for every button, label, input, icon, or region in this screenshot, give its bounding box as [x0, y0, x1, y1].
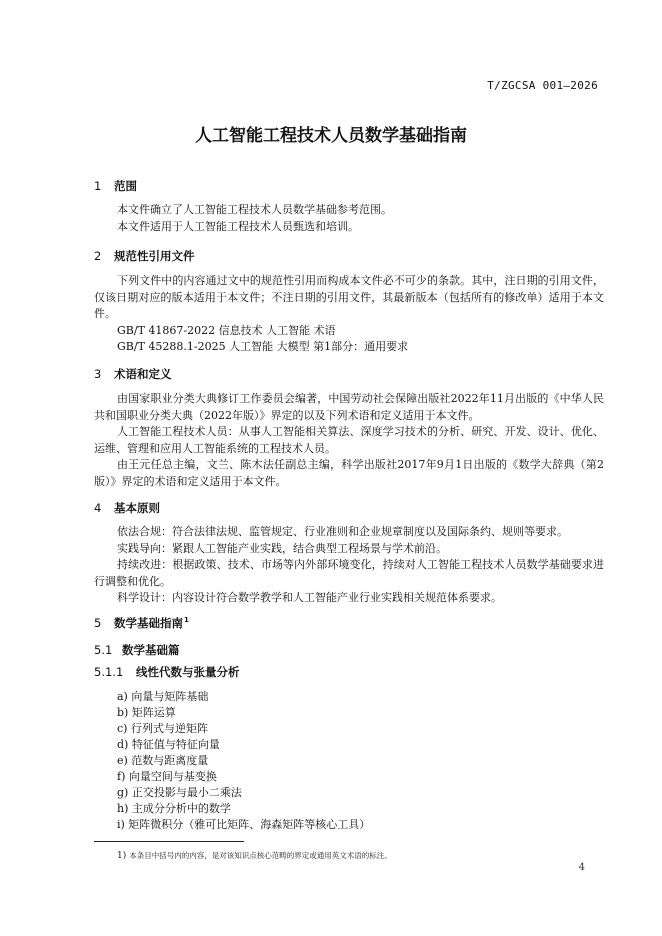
- footnote-separator: [94, 841, 244, 842]
- list-item: c) 行列式与逆矩阵: [117, 722, 208, 735]
- list-item: h) 主成分分析中的数学: [117, 802, 231, 815]
- section-title: 术语和定义: [114, 367, 172, 381]
- section-4-heading: [94, 500, 160, 516]
- section-4-body: [94, 524, 604, 607]
- paragraph: 由王元任总主编，文兰、陈木法任副总主编，科学出版社2017年9月1日出版的《数学大辞典（第2版）》界定的术语和定义适用于本文件。: [94, 458, 604, 488]
- section-1-body: [94, 202, 604, 235]
- paragraph: 本文件确立了人工智能工程技术人员数学基础参考范围。: [117, 203, 392, 216]
- section-5-1-heading: [94, 642, 180, 658]
- footnote: [117, 850, 392, 861]
- paragraph: 持续改进：根据政策、技术、市场等内外部环境变化，持续对人工智能工程技术人员数学基础要求进行调整和优化。: [94, 558, 604, 588]
- section-5-1-1-heading: [94, 664, 240, 680]
- list-item: g) 正交投影与最小二乘法: [117, 786, 242, 799]
- footnote-text: 本条目中括号内的内容，是对该知识点核心范畴的界定或通用英文术语的标注。: [129, 851, 392, 860]
- section-title: 范围: [114, 179, 137, 193]
- paragraph: 科学设计：内容设计符合数学教学和人工智能产业行业实践相关规范体系要求。: [117, 591, 502, 604]
- section-title: 线性代数与张量分析: [136, 665, 240, 679]
- section-number: 5: [94, 616, 102, 630]
- page-number: 4: [578, 862, 585, 873]
- paragraph: 人工智能工程技术人员：从事人工智能相关算法、深度学习技术的分析、研究、开发、设计、优化、运维、管理和应用人工智能系统的工程技术人员。: [94, 425, 604, 455]
- section-number: 5.1.1: [94, 665, 124, 679]
- section-5-heading: [94, 615, 189, 631]
- paragraph: 依法合规：符合法律法规、监管规定、行业准则和企业规章制度以及国际条约、规则等要求。: [117, 525, 568, 538]
- list-item: e) 范数与距离度量: [117, 754, 209, 767]
- reference-2: GB/T 45288.1-2025 人工智能 大模型 第1部分：通用要求: [117, 340, 409, 353]
- section-number: 3: [94, 367, 102, 381]
- section-title: 规范性引用文件: [114, 249, 195, 263]
- section-title: 基本原则: [114, 501, 160, 515]
- list-item: b) 矩阵运算: [117, 706, 176, 719]
- reference-1: GB/T 41867-2022 信息技术 人工智能 术语: [117, 323, 336, 337]
- list-item: d) 特征值与特征向量: [117, 738, 220, 751]
- section-1-heading: [94, 178, 137, 194]
- section-title: 数学基础指南: [114, 616, 183, 630]
- section-number: 2: [94, 249, 102, 263]
- section-number: 5.1: [94, 643, 113, 657]
- section-number: 4: [94, 501, 102, 515]
- paragraph: 下列文件中的内容通过文中的规范性引用而构成本文件必不可少的条款。其中，注日期的引用文件，仅该日期对应的版本适用于本文件；不注日期的引用文件，其最新版本（包括所有的修改单）适用于本文件。: [94, 274, 604, 320]
- paragraph: 实践导向：紧跟人工智能产业实践，结合典型工程场景与学术前沿。: [117, 541, 447, 555]
- list-item: f) 向量空间与基变换: [117, 770, 217, 783]
- section-3-body: [94, 391, 604, 490]
- list-item: i) 矩阵微积分（雅可比矩阵、海森矩阵等核心工具）: [117, 818, 371, 831]
- section-title: 数学基础篇: [122, 643, 180, 657]
- list-item: a) 向量与矩阵基础: [117, 690, 209, 703]
- section-number: 1: [94, 179, 102, 193]
- footnote-mark[interactable]: 1: [184, 616, 189, 625]
- document-title: 人工智能工程技术人员数学基础指南: [195, 126, 467, 146]
- standard-code: T/ZGCSA 001—2026: [487, 79, 598, 92]
- footnote-number: 1): [117, 851, 127, 861]
- paragraph: 由国家职业分类大典修订工作委员会编著，中国劳动社会保障出版社2022年11月出版的《中华人民共和国职业分类大典（2022年版）》界定的以及下列术语和定义适用于本文件。: [94, 392, 604, 422]
- section-2-body: [94, 273, 604, 356]
- paragraph: 本文件适用于人工智能工程技术人员甄选和培训。: [117, 219, 359, 233]
- section-3-heading: [94, 366, 172, 382]
- section-2-heading: [94, 248, 195, 264]
